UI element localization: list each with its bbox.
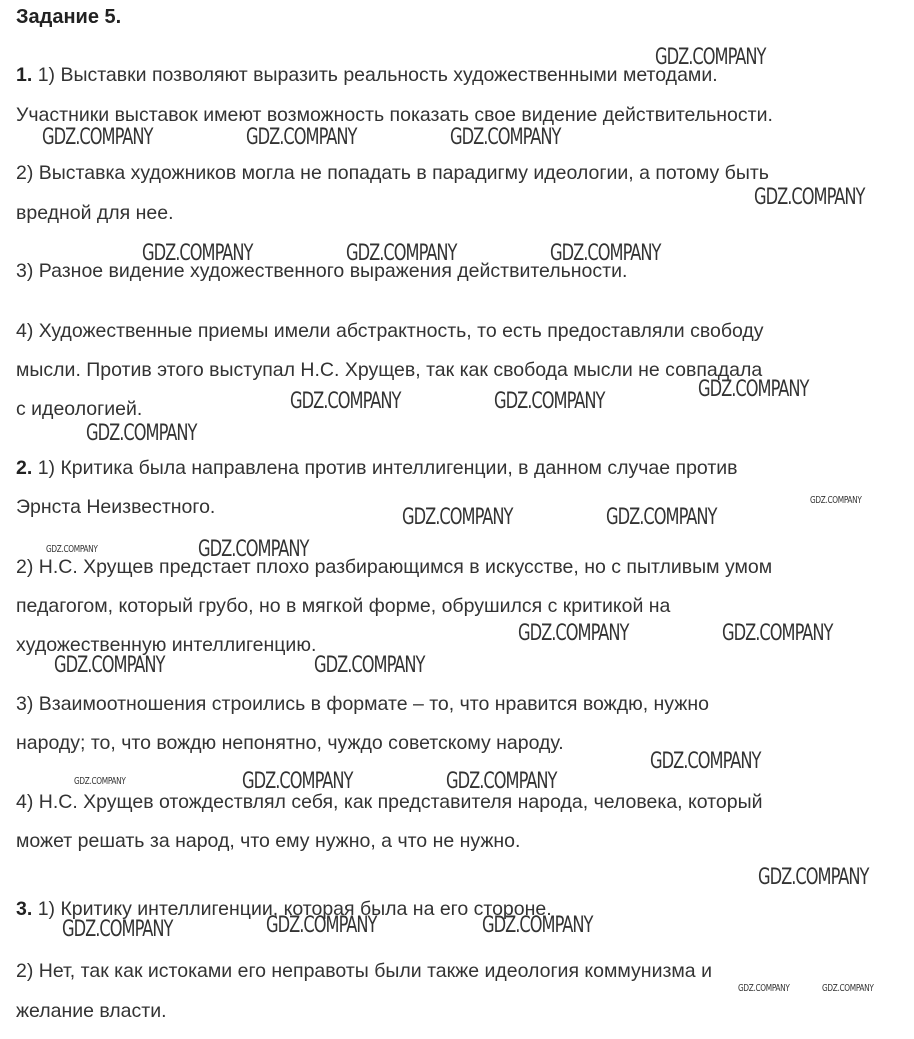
answer-1-line-7: мысли. Против этого выступал Н.С. Хрущев, так как свобода мысли не совпадала: [16, 359, 763, 381]
answer-1-line-8: с идеологией.: [16, 398, 143, 420]
answer-2-line-1: [16, 456, 738, 480]
answer-3-line-2: 2) Нет, так как истоками его неправоты были также идеология коммунизма и: [16, 960, 712, 982]
answer-1-text-1: 1) Выставки позволяют выразить реальность художественными методами.: [37, 64, 718, 86]
watermark: GDZ.COMPANY: [246, 125, 357, 150]
watermark: GDZ.COMPANY: [758, 865, 869, 890]
watermark: GDZ.COMPANY: [655, 45, 766, 70]
task-title: Задание 5.: [16, 6, 122, 28]
answer-3-text-1: 1) Критику интеллигенции, которая была на его стороне.: [37, 898, 552, 920]
watermark: GDZ.COMPANY: [446, 769, 557, 794]
watermark: GDZ.COMPANY: [290, 389, 401, 414]
answer-1-number: 1.: [16, 64, 33, 86]
watermark: GDZ.COMPANY: [650, 749, 761, 774]
answer-2-line-8: 4) Н.С. Хрущев отождествлял себя, как представителя народа, человека, который: [16, 791, 763, 813]
watermark: GDZ.COMPANY: [754, 185, 865, 210]
watermark: GDZ.COMPANY: [550, 241, 661, 266]
answer-1-line-6: 4) Художественные приемы имели абстрактность, то есть предоставляли свободу: [16, 320, 764, 342]
watermark: GDZ.COMPANY: [722, 621, 833, 646]
answer-2-line-2: Эрнста Неизвестного.: [16, 496, 216, 518]
watermark-small: GDZ.COMPANY: [738, 983, 790, 994]
answer-1-line-4: вредной для нее.: [16, 202, 174, 224]
watermark: GDZ.COMPANY: [54, 653, 165, 678]
watermark-small: GDZ.COMPANY: [822, 983, 874, 994]
watermark-small: GDZ.COMPANY: [810, 495, 862, 506]
watermark: GDZ.COMPANY: [198, 537, 309, 562]
watermark: GDZ.COMPANY: [314, 653, 425, 678]
watermark: GDZ.COMPANY: [346, 241, 457, 266]
answer-1-line-5: 3) Разное видение художественного выражения действительности.: [16, 260, 628, 282]
answer-3-line-3: желание власти.: [16, 1000, 167, 1022]
watermark: GDZ.COMPANY: [450, 125, 561, 150]
watermark: GDZ.COMPANY: [494, 389, 605, 414]
watermark: GDZ.COMPANY: [518, 621, 629, 646]
watermark: GDZ.COMPANY: [242, 769, 353, 794]
answer-2-line-5: художественную интеллигенцию.: [16, 634, 317, 656]
watermark: GDZ.COMPANY: [606, 505, 717, 530]
watermark: GDZ.COMPANY: [62, 917, 173, 942]
answer-2-number: 2.: [16, 457, 33, 479]
watermark: GDZ.COMPANY: [402, 505, 513, 530]
answer-3-number: 3.: [16, 898, 33, 920]
watermark-small: GDZ.COMPANY: [74, 776, 126, 787]
answer-2-text-1: 1) Критика была направлена против интеллигенции, в данном случае против: [37, 457, 738, 479]
watermark: GDZ.COMPANY: [86, 421, 197, 446]
watermark: GDZ.COMPANY: [42, 125, 153, 150]
answer-2-line-9: может решать за народ, что ему нужно, а что не нужно.: [16, 830, 521, 852]
watermark: GDZ.COMPANY: [142, 241, 253, 266]
answer-2-line-3: 2) Н.С. Хрущев предстает плохо разбирающимся в искусстве, но с пытливым умом: [16, 556, 773, 578]
answer-2-line-4: педагогом, который грубо, но в мягкой форме, обрушился с критикой на: [16, 595, 671, 617]
answer-1-line-2: Участники выставок имеют возможность показать свое видение действительности.: [16, 104, 773, 126]
watermark-small: GDZ.COMPANY: [46, 544, 98, 555]
answer-1-line-1: [16, 63, 718, 87]
answer-1-line-3: 2) Выставка художников могла не попадать в парадигму идеологии, а потому быть: [16, 162, 769, 184]
answer-2-line-7: народу; то, что вождю непонятно, чуждо советскому народу.: [16, 732, 564, 754]
answer-2-line-6: 3) Взаимоотношения строились в формате – то, что нравится вождю, нужно: [16, 693, 709, 715]
watermark: GDZ.COMPANY: [482, 913, 593, 938]
watermark: GDZ.COMPANY: [266, 913, 377, 938]
watermark: GDZ.COMPANY: [698, 377, 809, 402]
